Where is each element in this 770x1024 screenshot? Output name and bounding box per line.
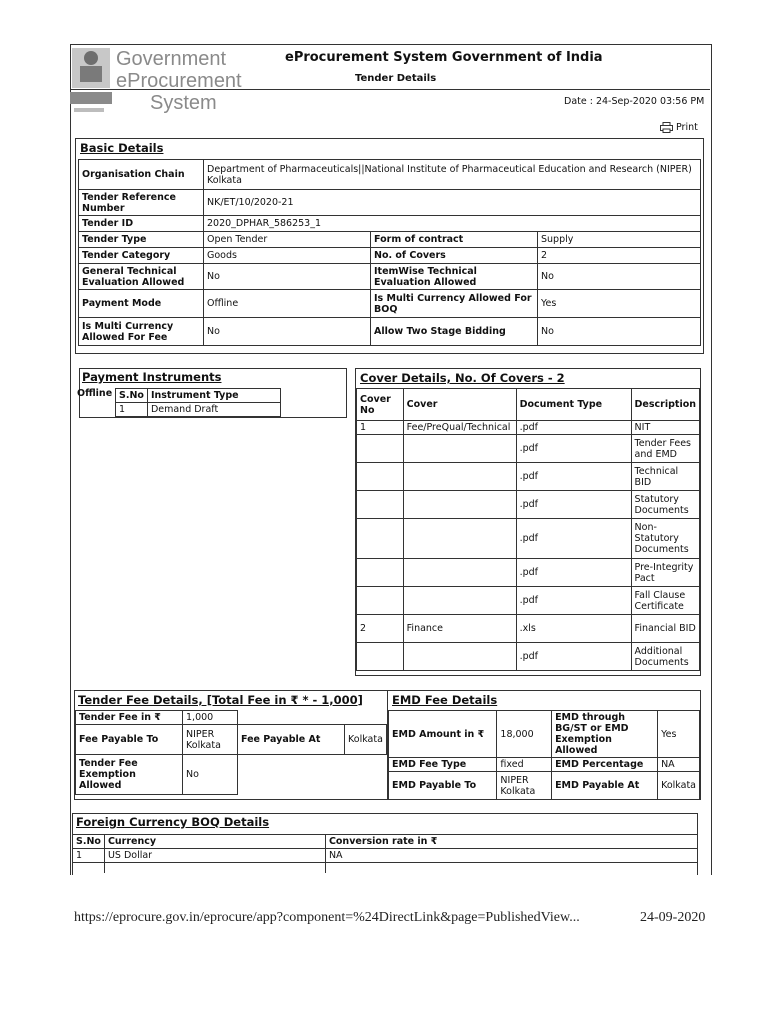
cover-no [357, 463, 404, 491]
print-label: Print [676, 122, 698, 133]
report-date: Date : 24-Sep-2020 03:56 PM [564, 96, 705, 107]
cover-name [403, 519, 516, 559]
tender-fee-section [74, 690, 388, 800]
document-type: .pdf [516, 519, 631, 559]
document-type: .pdf [516, 587, 631, 615]
description: Pre-Integrity Pact [631, 559, 699, 587]
basic-details-section [75, 138, 704, 354]
cover-name [403, 463, 516, 491]
national-emblem-icon [68, 46, 114, 116]
header-divider [70, 89, 710, 90]
col-document-type: Document Type [516, 389, 631, 421]
cover-no: 1 [357, 421, 404, 435]
cover-details-title: Cover Details, No. Of Covers - 2 [360, 371, 565, 385]
basic-details-title: Basic Details [80, 141, 164, 155]
fee-payable-to-value: NIPER Kolkata [183, 725, 238, 755]
emd-fee-section [387, 690, 701, 800]
tender-fee-title: Tender Fee Details, [Total Fee in ₹ * - 1,000] [78, 693, 363, 707]
cover-no [357, 587, 404, 615]
table-row [357, 643, 700, 671]
description: NIT [631, 421, 699, 435]
description: Statutory Documents [631, 491, 699, 519]
cover-name [403, 559, 516, 587]
page-title: eProcurement System Government of India [285, 50, 603, 65]
fee-payable-at-value: Kolkata [345, 725, 387, 755]
emd-amount-value: 18,000 [497, 711, 552, 758]
tender-ref-label: Tender Reference Number [79, 190, 204, 216]
document-type: .pdf [516, 435, 631, 463]
emd-fee-type-label: EMD Fee Type [389, 758, 497, 772]
tender-fee-value: 1,000 [183, 711, 238, 725]
col-cover-no: Cover No [357, 389, 404, 421]
document-type: .xls [516, 615, 631, 643]
cover-name [403, 491, 516, 519]
portal-logo [116, 48, 242, 114]
contract-form-value: Supply [538, 232, 701, 248]
page-url: https://eprocure.gov.in/eprocure/app?component=%24DirectLink&page=PublishedView... [74, 910, 580, 925]
print-date: 24-09-2020 [640, 910, 706, 925]
table-row [357, 587, 700, 615]
currency-name: US Dollar [104, 849, 325, 863]
payment-instruments-title: Payment Instruments [82, 370, 222, 384]
cover-no [357, 559, 404, 587]
description: Non-Statutory Documents [631, 519, 699, 559]
basic-details-table [78, 159, 701, 346]
emd-percentage-value: NA [658, 758, 700, 772]
two-stage-value: No [538, 318, 701, 346]
emd-fee-title: EMD Fee Details [392, 693, 498, 707]
printer-icon [660, 122, 673, 133]
tender-id-label: Tender ID [79, 216, 204, 232]
covers-count-value: 2 [538, 248, 701, 264]
description: Financial BID [631, 615, 699, 643]
fee-payable-at-label: Fee Payable At [238, 725, 345, 755]
page-subtitle: Tender Details [355, 73, 437, 84]
col-conversion-rate: Conversion rate in ₹ [325, 835, 697, 849]
instrument-sno: 1 [116, 403, 148, 417]
emd-percentage-label: EMD Percentage [552, 758, 658, 772]
gte-label: General Technical Evaluation Allowed [79, 264, 204, 290]
cover-name [403, 643, 516, 671]
fee-payable-to-label: Fee Payable To [76, 725, 183, 755]
foreign-currency-section [72, 813, 698, 875]
logo-line-1: Government [116, 48, 227, 70]
tender-category-value: Goods [204, 248, 371, 264]
tender-category-label: Tender Category [79, 248, 204, 264]
cover-name [403, 435, 516, 463]
covers-count-label: No. of Covers [371, 248, 538, 264]
cover-details-table [356, 388, 700, 671]
table-row [357, 463, 700, 491]
emd-payable-to-value: NIPER Kolkata [497, 772, 552, 800]
col-sno: S.No [116, 389, 148, 403]
emd-payable-to-label: EMD Payable To [389, 772, 497, 800]
contract-form-label: Form of contract [371, 232, 538, 248]
multi-currency-boq-value: Yes [538, 290, 701, 318]
description: Additional Documents [631, 643, 699, 671]
multi-currency-fee-label: Is Multi Currency Allowed For Fee [79, 318, 204, 346]
table-row [357, 421, 700, 435]
payment-mode-label: Payment Mode [79, 290, 204, 318]
org-chain-label: Organisation Chain [79, 160, 204, 190]
tender-fee-label: Tender Fee in ₹ [76, 711, 183, 725]
description: Fall Clause Certificate [631, 587, 699, 615]
col-sno: S.No [73, 835, 105, 849]
emd-fee-type-value: fixed [497, 758, 552, 772]
itemwise-label: ItemWise Technical Evaluation Allowed [371, 264, 538, 290]
emd-through-value: Yes [658, 711, 700, 758]
instrument-type: Demand Draft [147, 403, 280, 417]
table-row [357, 519, 700, 559]
tender-type-label: Tender Type [79, 232, 204, 248]
emd-payable-at-value: Kolkata [658, 772, 700, 800]
itemwise-value: No [538, 264, 701, 290]
document-type: .pdf [516, 559, 631, 587]
foreign-currency-table [72, 834, 698, 873]
two-stage-label: Allow Two Stage Bidding [371, 318, 538, 346]
cover-name [403, 587, 516, 615]
emd-fee-table [388, 710, 700, 800]
print-button[interactable] [660, 122, 698, 133]
cover-no [357, 435, 404, 463]
emd-amount-label: EMD Amount in ₹ [389, 711, 497, 758]
col-currency: Currency [104, 835, 325, 849]
table-row [357, 559, 700, 587]
col-instrument-type: Instrument Type [147, 389, 280, 403]
payment-mode-badge: Offline [77, 388, 113, 399]
fee-exemption-value: No [183, 755, 238, 795]
emd-payable-at-label: EMD Payable At [552, 772, 658, 800]
tender-fee-table [75, 710, 387, 795]
cover-details-section [355, 368, 701, 676]
payment-instruments-table [115, 388, 281, 417]
logo-line-3: System [150, 92, 217, 114]
logo-line-2: eProcurement [116, 70, 242, 92]
table-row [357, 491, 700, 519]
fee-exemption-label: Tender Fee Exemption Allowed [76, 755, 183, 795]
cover-name: Finance [403, 615, 516, 643]
table-row [73, 849, 698, 863]
payment-instruments-section [77, 368, 347, 418]
payment-mode-value: Offline [204, 290, 371, 318]
document-type: .pdf [516, 643, 631, 671]
tender-id-value: 2020_DPHAR_586253_1 [204, 216, 701, 232]
document-type: .pdf [516, 463, 631, 491]
col-description: Description [631, 389, 699, 421]
description: Tender Fees and EMD [631, 435, 699, 463]
currency-sno: 1 [73, 849, 105, 863]
tender-type-value: Open Tender [204, 232, 371, 248]
document-type: .pdf [516, 491, 631, 519]
cover-name: Fee/PreQual/Technical [403, 421, 516, 435]
document-type: .pdf [516, 421, 631, 435]
cover-no [357, 643, 404, 671]
cover-no: 2 [357, 615, 404, 643]
foreign-currency-title: Foreign Currency BOQ Details [76, 815, 270, 829]
emd-through-label: EMD through BG/ST or EMD Exemption Allowed [552, 711, 658, 758]
cover-no [357, 491, 404, 519]
table-row [357, 435, 700, 463]
tender-ref-value: NK/ET/10/2020-21 [204, 190, 701, 216]
description: Technical BID [631, 463, 699, 491]
col-cover: Cover [403, 389, 516, 421]
gte-value: No [204, 264, 371, 290]
org-chain-value: Department of Pharmaceuticals||National Institute of Pharmaceutical Education and Research (NIPER) Kolkata [204, 160, 701, 190]
cover-no [357, 519, 404, 559]
multi-currency-fee-value: No [204, 318, 371, 346]
multi-currency-boq-label: Is Multi Currency Allowed For BOQ [371, 290, 538, 318]
conversion-rate: NA [325, 849, 697, 863]
table-row [357, 615, 700, 643]
